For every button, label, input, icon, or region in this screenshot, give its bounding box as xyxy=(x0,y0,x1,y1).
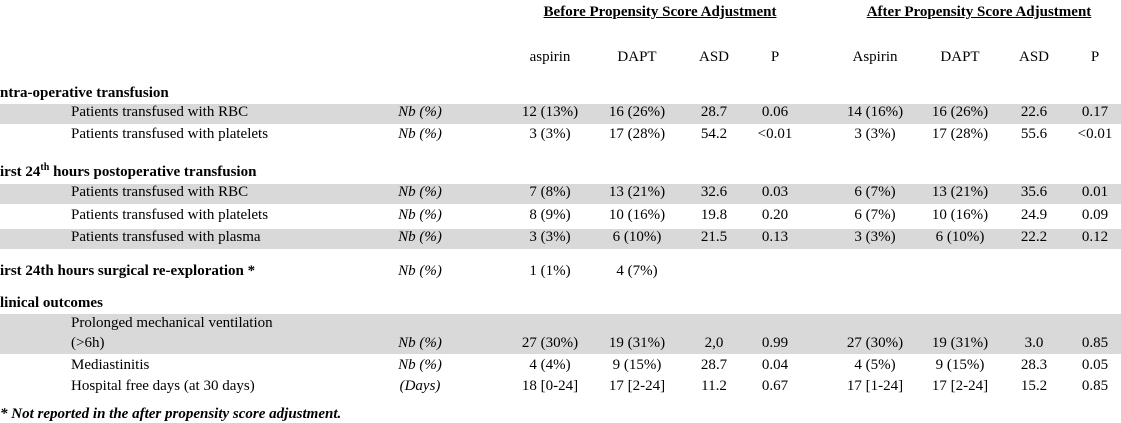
cell: 9 (15%) xyxy=(612,357,662,373)
section-title-part: irst 24 xyxy=(0,164,41,180)
cell: 17 (28%) xyxy=(608,126,666,142)
cell: 4 (4%) xyxy=(529,357,571,373)
cell: 22.2 xyxy=(1020,229,1048,245)
cell: 10 (16%) xyxy=(931,207,989,223)
cell: 1 (1%) xyxy=(529,263,571,279)
cell: 0.99 xyxy=(761,335,789,351)
col-header-aspirin-before: aspirin xyxy=(529,49,571,65)
section-title: ntra-operative transfusion xyxy=(0,85,169,101)
cell: 14 (16%) xyxy=(846,104,904,120)
cell: 28.7 xyxy=(700,104,728,120)
cell: 24.9 xyxy=(1020,207,1048,223)
row-label: Hospital free days (at 30 days) xyxy=(71,378,255,394)
cell: 0.05 xyxy=(1081,357,1109,373)
row-unit: Nb (%) xyxy=(398,207,442,223)
cell: 16 (26%) xyxy=(931,104,989,120)
cell: 28.7 xyxy=(700,357,728,373)
cell: 27 (30%) xyxy=(846,335,904,351)
section-title: linical outcomes xyxy=(0,295,103,311)
cell: 13 (21%) xyxy=(608,184,666,200)
cell: 55.6 xyxy=(1020,126,1048,142)
col-header-asd-after: ASD xyxy=(1018,49,1049,65)
table-row xyxy=(0,184,1121,204)
row-label: Patients transfused with platelets xyxy=(71,126,269,142)
cell: 0.67 xyxy=(761,378,789,394)
cell: 17 [1-24] xyxy=(846,378,904,394)
cell: 0.17 xyxy=(1081,104,1109,120)
cell: 10 (16%) xyxy=(608,207,666,223)
cell: 13 (21%) xyxy=(931,184,989,200)
cell: 16 (26%) xyxy=(608,104,666,120)
cell: 4 (7%) xyxy=(616,263,658,279)
cell: 15.2 xyxy=(1020,378,1048,394)
cell: 27 (30%) xyxy=(521,335,579,351)
cell: 2,0 xyxy=(704,335,724,351)
row-label: Patients transfused with RBC xyxy=(71,104,249,120)
cell: 3 (3%) xyxy=(529,229,571,245)
row-unit: Nb (%) xyxy=(398,357,442,373)
cell: 7 (8%) xyxy=(529,184,571,200)
cell: 4 (5%) xyxy=(854,357,896,373)
cell: 19 (31%) xyxy=(608,335,666,351)
table-row xyxy=(0,357,1121,377)
cell: 9 (15%) xyxy=(935,357,985,373)
cell: 0.04 xyxy=(761,357,789,373)
cell: 0.85 xyxy=(1081,378,1109,394)
section-title xyxy=(0,162,256,181)
row-label: Patients transfused with plasma xyxy=(71,229,261,245)
section-title-part: hours postoperative transfusion xyxy=(49,164,257,180)
table-row xyxy=(0,104,1121,124)
table-row xyxy=(0,378,1121,398)
cell: 17 [2-24] xyxy=(608,378,666,394)
row-label-line1: Prolonged mechanical ventilation xyxy=(71,315,273,331)
col-header-dapt-after: DAPT xyxy=(940,49,980,65)
table-row xyxy=(0,314,1121,354)
cell: 54.2 xyxy=(700,126,728,142)
cell: 18 [0-24] xyxy=(521,378,579,394)
table-row xyxy=(0,263,1121,283)
row-unit: Nb (%) xyxy=(398,184,442,200)
header-before-adjustment: Before Propensity Score Adjustment xyxy=(543,4,777,20)
row-unit: Nb (%) xyxy=(398,335,442,351)
row-unit: Nb (%) xyxy=(398,104,442,120)
col-header-p-after: P xyxy=(1090,49,1100,65)
cell: 3.0 xyxy=(1024,335,1044,351)
cell: 0.13 xyxy=(761,229,789,245)
table-row xyxy=(0,207,1121,227)
cell: 6 (7%) xyxy=(854,207,896,223)
row-unit: (Days) xyxy=(399,378,441,394)
cell: 19 (31%) xyxy=(931,335,989,351)
superscript: th xyxy=(40,162,50,173)
cell: 0.03 xyxy=(761,184,789,200)
row-unit: Nb (%) xyxy=(398,263,442,279)
row-label: Patients transfused with RBC xyxy=(71,184,249,200)
cell: 3 (3%) xyxy=(854,229,896,245)
col-header-p-before: P xyxy=(770,49,780,65)
header-after-adjustment: After Propensity Score Adjustment xyxy=(866,4,1092,20)
section-title: irst 24th hours surgical re-exploration * xyxy=(0,263,256,279)
cell: 17 (28%) xyxy=(931,126,989,142)
cell: 6 (7%) xyxy=(854,184,896,200)
col-header-dapt-before: DAPT xyxy=(617,49,657,65)
col-header-asd-before: ASD xyxy=(698,49,729,65)
cell: 6 (10%) xyxy=(612,229,662,245)
cell: 0.12 xyxy=(1081,229,1109,245)
cell: 17 [2-24] xyxy=(931,378,989,394)
cell: 0.01 xyxy=(1081,184,1109,200)
footnote: * Not reported in the after propensity score adjustment. xyxy=(0,406,342,422)
row-label: Patients transfused with platelets xyxy=(71,207,269,223)
table-row xyxy=(0,229,1121,249)
row-label: (>6h) xyxy=(71,335,105,351)
cell: 19.8 xyxy=(700,207,728,223)
cell: 8 (9%) xyxy=(529,207,571,223)
cell: 22.6 xyxy=(1020,104,1048,120)
row-unit: Nb (%) xyxy=(398,126,442,142)
col-header-aspirin-after: Aspirin xyxy=(852,49,898,65)
cell: 35.6 xyxy=(1020,184,1048,200)
cell: 0.85 xyxy=(1081,335,1109,351)
cell: 0.06 xyxy=(761,104,789,120)
cell: <0.01 xyxy=(1077,126,1113,142)
cell: 0.09 xyxy=(1081,207,1109,223)
table-row xyxy=(0,126,1121,146)
cell: 21.5 xyxy=(700,229,728,245)
cell: 0.20 xyxy=(761,207,789,223)
cell: 32.6 xyxy=(700,184,728,200)
row-unit: Nb (%) xyxy=(398,229,442,245)
cell: 6 (10%) xyxy=(935,229,985,245)
cell: 28.3 xyxy=(1020,357,1048,373)
row-label: Mediastinitis xyxy=(71,357,150,373)
cell: <0.01 xyxy=(757,126,793,142)
cell: 11.2 xyxy=(701,378,727,394)
cell: 3 (3%) xyxy=(529,126,571,142)
cell: 3 (3%) xyxy=(854,126,896,142)
cell: 12 (13%) xyxy=(521,104,579,120)
